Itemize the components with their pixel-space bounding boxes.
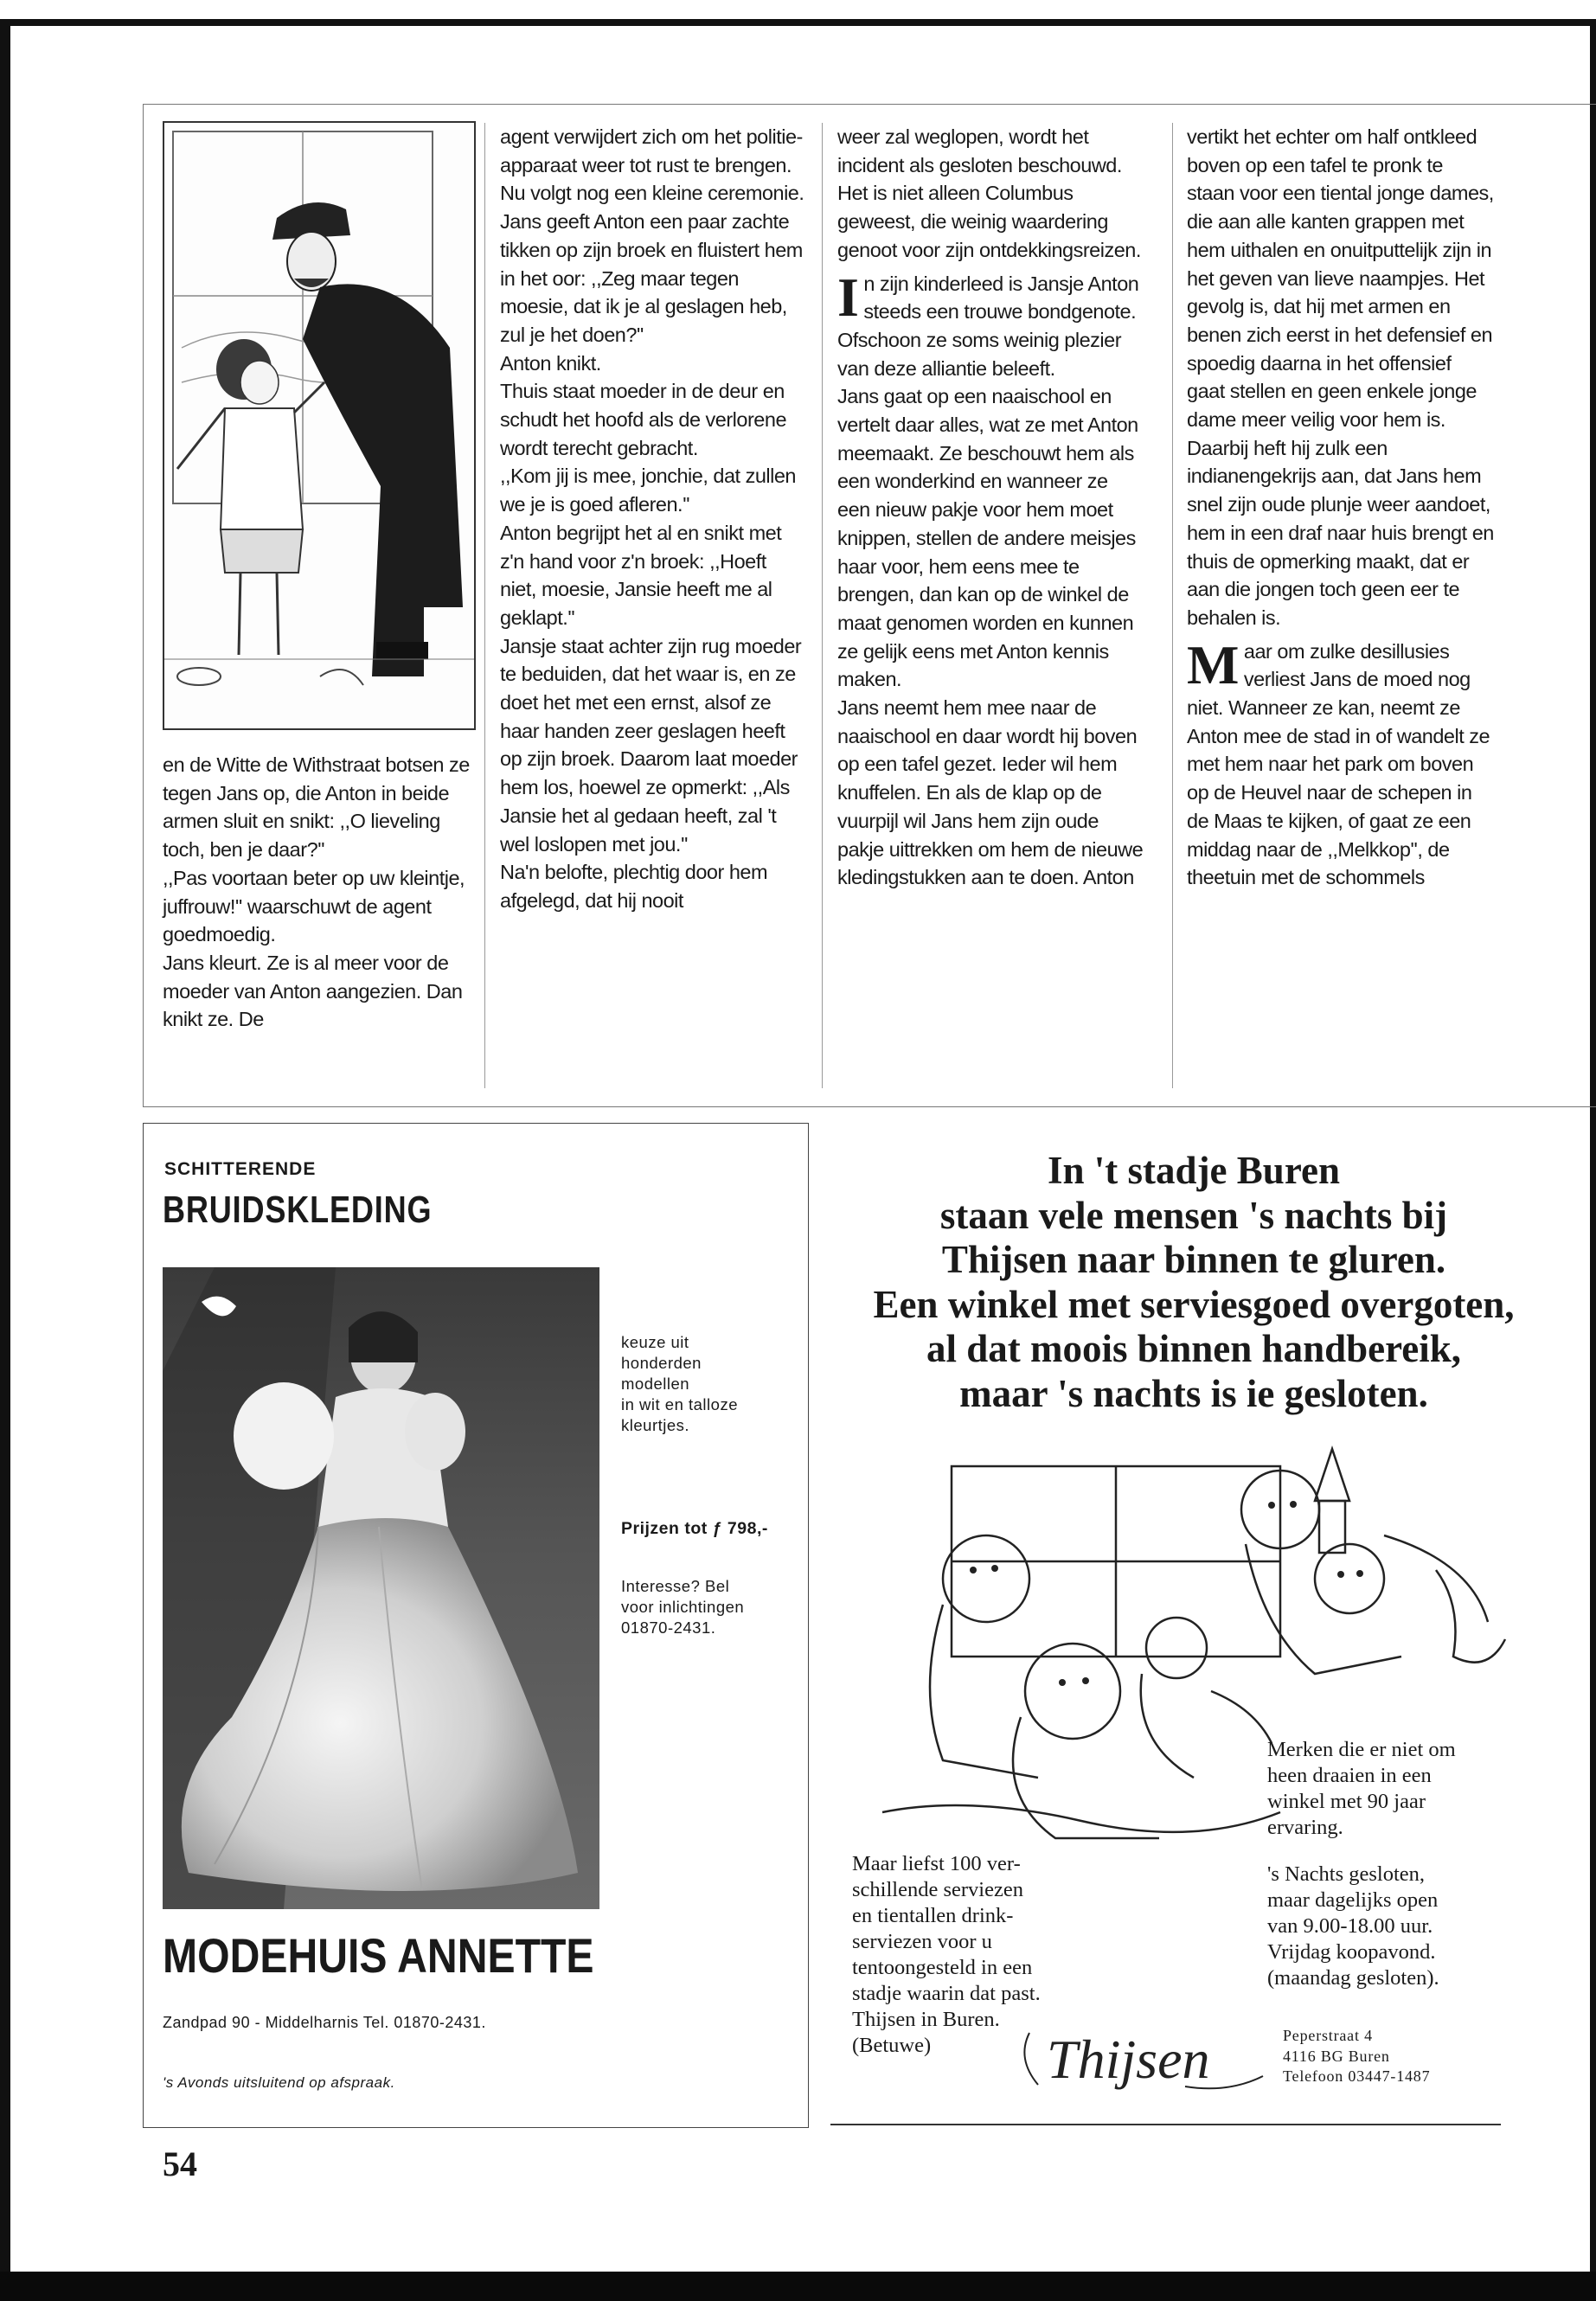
page-number: 54: [163, 2144, 197, 2183]
story-column-3: [837, 123, 1144, 892]
ad-note: 's Avonds uitsluitend op afspraak.: [163, 2074, 395, 2091]
story-paragraph: vertikt het echter om half ontkleed boven op een tafel te pronk te staan voor een tiental jonge dames, die aan alle kanten grappen met hem uithalen en onuitputtelijk zijn in het geven van lieve naampjes. Het gevolg is, dat hij met armen en benen zich eerst in het defensief en spoedig daarna in het offensief gaat stellen en geen enkele jonge dame meer veilig voor hem is. Daarbij heft hij zulk een indianengekrijs aan, dat Jans hem snel zijn oude plunje weer aandoet, hem in een draf naar huis brengt en thuis de opmerking maakt, dat er aan die jongen toch geen eer te behalen is.: [1187, 125, 1494, 629]
ad-text-line: ervaring.: [1267, 1816, 1343, 1839]
ad-info-line: kleurtjes.: [621, 1416, 690, 1434]
logo-text: Thijsen: [1047, 2029, 1210, 2090]
address-line: Peperstraat 4: [1283, 2027, 1373, 2044]
ad-bottom-rule: [830, 2124, 1501, 2125]
story-column-1: [163, 751, 470, 1034]
headline-line: Thijsen naar binnen te gluren.: [941, 1238, 1446, 1281]
ad-text-line: Merken die er niet om: [1267, 1738, 1456, 1761]
ad-brand-name: MODEHUIS ANNETTE: [163, 1928, 594, 1983]
headline-line: maar 's nachts is ie gesloten.: [959, 1371, 1428, 1415]
story-illustration: [163, 121, 476, 730]
story-text: n zijn kinderleed is Jansje Anton steeds een trouwe bondgenote. Ofschoon ze soms weinig plezier van deze alliantie beleeft.: [837, 272, 1139, 380]
ad-text-line: stadje waarin dat past.: [852, 1982, 1041, 2005]
story-paragraph: [837, 266, 1144, 383]
logo-swash-icon: [1012, 2016, 1272, 2098]
story-paragraph: Thuis staat moeder in de deur en schudt het hoofd als de verlorene wordt terecht gebracht.: [500, 380, 787, 459]
story-paragraph: Nu volgt nog een kleine ceremonie. Jans geeft Anton een paar zachte tikken op zijn broek en fluistert hem in het oor: ,,Zeg maar tegen moesie, dat ik je al geslagen heb, zul je het doen?'': [500, 182, 804, 346]
ad-thijsen-address: [1283, 2026, 1430, 2087]
drop-cap: I: [837, 266, 859, 328]
headline-line: In 't stadje Buren: [1048, 1149, 1340, 1192]
bride-photo: [163, 1267, 599, 1909]
bride-gown-drawing: [163, 1267, 599, 1909]
story-text: aar om zulke desillusies verliest Jans de moed nog niet. Wanneer ze kan, neemt ze Anton mee de stad in of wandelt ze met hem naar het park om boven op de Heuvel naar de schepen in de Maas te kijken, of gaat ze een middag naar de ,,Melkkop'', de theetuin met de schommels: [1187, 639, 1490, 889]
story-paragraph: weer zal weglopen, wordt het incident als gesloten beschouwd. Het is niet alleen Columbus geweest, die weinig waardering genoot voor zijn ontdekkingsreizen.: [837, 125, 1141, 261]
story-paragraph: Jans neemt hem mee naar de naaischool en daar wordt hij boven op een tafel gezet. Ieder wil hem knuffelen. En als de klap op de vuurpijl wil Jans hem zijn oude pakje uittrekken om hem de nieuwe kledingstukken aan te doen. Anton: [837, 696, 1144, 889]
page-border-bottom: [0, 2272, 1596, 2301]
ad-label: SCHITTERENDE: [164, 1159, 317, 1179]
column-rule: [1172, 123, 1173, 1088]
ad-text-line: Maar liefst 100 ver-: [852, 1852, 1021, 1875]
ad-title: BRUIDSKLEDING: [163, 1189, 433, 1231]
address-line: Telefoon 03447-1487: [1283, 2067, 1431, 2085]
story-paragraph: Jans kleurt. Ze is al meer voor de moeder van Anton aangezien. Dan knikt ze. De: [163, 951, 463, 1031]
ad-thijsen-text-right-1: [1267, 1737, 1456, 1841]
ad-text-line: Thijsen in Buren.: [852, 2008, 1000, 2031]
headline-line: al dat moois binnen handbereik,: [926, 1327, 1462, 1370]
ad-text-line: 's Nachts gesloten,: [1267, 1862, 1426, 1886]
ad-text-line: tentoongesteld in een: [852, 1956, 1033, 1979]
ad-text-line: (maandag gesloten).: [1267, 1966, 1439, 1990]
story-paragraph: Anton begrijpt het al en snikt met z'n hand voor z'n broek: ,,Hoeft niet, moesie, Jansie heeft me al geklapt.'': [500, 521, 782, 629]
ad-text-line: serviezen voor u: [852, 1930, 992, 1953]
ad-text-line: maar dagelijks open: [1267, 1888, 1439, 1912]
drop-cap: M: [1187, 633, 1239, 695]
ad-info-line: in wit en talloze: [621, 1395, 738, 1413]
ad-text-line: van 9.00-18.00 uur.: [1267, 1914, 1433, 1938]
headline-line: Een winkel met serviesgoed overgoten,: [873, 1282, 1515, 1326]
ad-text-line: schillende serviezen: [852, 1878, 1023, 1901]
column-rule: [822, 123, 823, 1088]
story-paragraph: [1187, 633, 1494, 892]
column-rule: [484, 123, 485, 1088]
ad-contact-line: Interesse? Bel: [621, 1577, 730, 1595]
story-paragraph: Jansje staat achter zijn rug moeder te beduiden, dat het waar is, en ze doet het met een ernst, alsof ze haar handen zeer geslagen heeft op zijn broek. Daarom laat moeder hem los, hoewel ze opmerkt: ,,Als Jansie het al gedaan heeft, zal 't wel loslopen met jou.'': [500, 634, 802, 856]
ad-contact-line: 01870-2431.: [621, 1618, 716, 1637]
ad-info-line: modellen: [621, 1375, 690, 1393]
page-border-top: [0, 19, 1596, 26]
story-column-4: [1187, 123, 1494, 892]
ad-contact-line: voor inlichtingen: [621, 1598, 745, 1616]
ad-text-line: heen draaien in een: [1267, 1764, 1432, 1787]
ad-info-line: keuze uit: [621, 1333, 689, 1351]
thijsen-logo: [1012, 2016, 1272, 2098]
ad-price: Prijzen tot ƒ 798,-: [621, 1519, 768, 1538]
ad-contact: [621, 1576, 744, 1638]
ad-address: Zandpad 90 - Middelharnis Tel. 01870-2431.: [163, 2014, 486, 2031]
ad-text-line: winkel met 90 jaar: [1267, 1790, 1426, 1813]
ad-info-line: honderden: [621, 1354, 702, 1372]
ad-text-line: en tientallen drink-: [852, 1904, 1014, 1927]
headline-line: staan vele mensen 's nachts bij: [939, 1193, 1448, 1237]
policeman-child-drawing: [164, 123, 474, 728]
ad-thijsen-text-right-2: [1267, 1862, 1439, 1991]
story-paragraph: en de Witte de Withstraat botsen ze tegen Jans op, die Anton in beide armen sluit en snikt: ,,O lieveling toch, ben je daar?'': [163, 753, 470, 862]
ad-info: [621, 1332, 738, 1436]
story-paragraph: Anton knikt.: [500, 351, 601, 375]
ad-text-line: (Betuwe): [852, 2034, 932, 2057]
ad-text-line: Vrijdag koopavond.: [1267, 1940, 1436, 1964]
story-paragraph: agent verwijdert zich om het politie-apparaat weer tot rust te brengen.: [500, 125, 803, 176]
ad-thijsen-headline: [835, 1149, 1553, 1416]
page-border-left: [0, 19, 10, 2285]
story-paragraph: ,,Pas voortaan beter op uw kleintje, juffrouw!'' waarschuwt de agent goedmoedig.: [163, 866, 465, 946]
address-line: 4116 BG Buren: [1283, 2047, 1390, 2065]
story-column-2: [500, 123, 807, 915]
story-paragraph: Na'n belofte, plechtig door hem afgelegd, dat hij nooit: [500, 861, 768, 912]
story-paragraph: ,,Kom jij is mee, jonchie, dat zullen we je is goed afleren.'': [500, 465, 796, 516]
story-paragraph: Jans gaat op een naaischool en vertelt daar alles, wat ze met Anton meemaakt. Ze beschouwt hem als een wonderkind en wanneer ze een nieuw pakje voor hem moet knippen, stellen de andere meisjes haar voor, hem eens mee te brengen, dan kan op de winkel de maat genomen worden en kunnen ze gelijk eens met Anton kennis maken.: [837, 385, 1138, 691]
